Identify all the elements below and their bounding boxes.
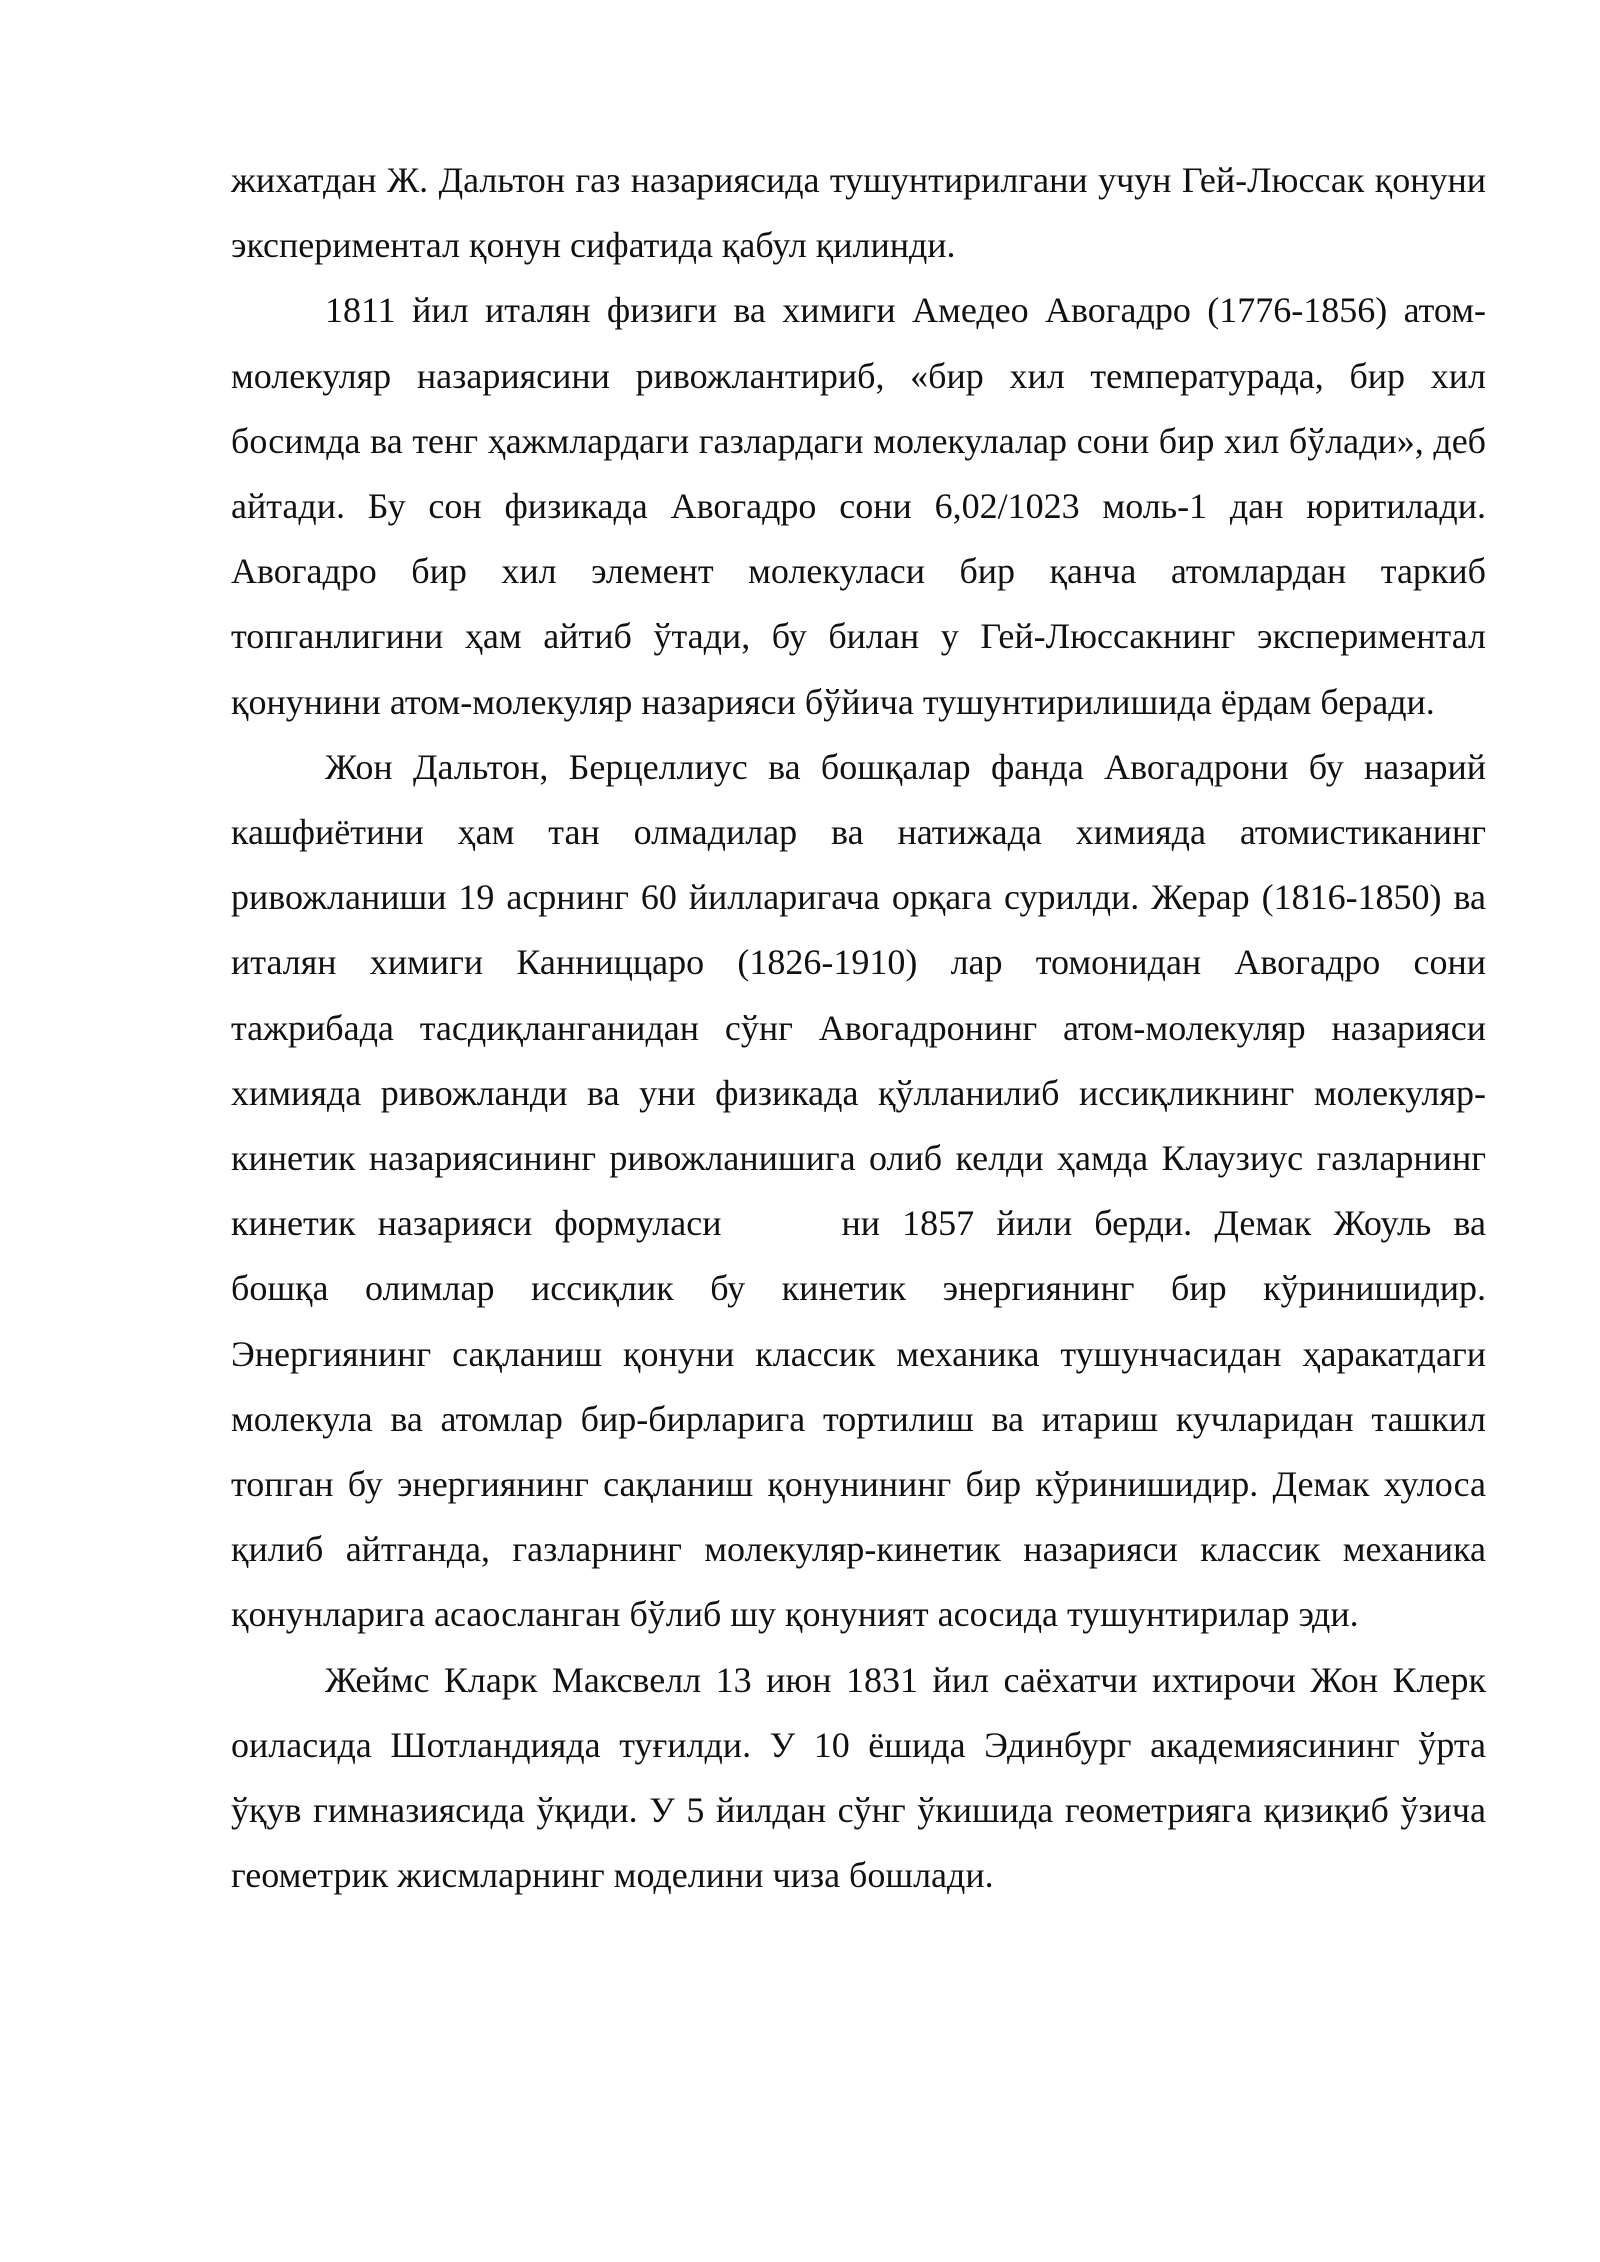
paragraph-1: жихатдан Ж. Дальтон газ назариясида тушунтирилгани учун Гей-Люссак қонуни экспериментал қонун сифатида қабул қилинди. (231, 160, 1486, 266)
paragraph-2: 1811 йил италян физиги ва химиги Амедео Авогадро (1776-1856) атом-молекуляр назариясини ривожлантириб, «бир хил температурада, бир хил босимда ва тенг ҳажмлардаги газлардаги молекулалар сони бир хил бўлади», деб айтади. Бу сон физикада Авогадро сони 6,02/1023 моль-1 дан юритилади. Авогадро бир хил элемент молекуласи бир қанча атомлардан таркиб топганлигини ҳам айтиб ўтади, бу билан у Гей-Люссакнинг экспериментал қонунини атом-молекуляр назарияси бўйича тушунтирилишида ёрдам беради. (231, 290, 1486, 722)
paragraph-3-part-1: Жон Дальтон, Берцеллиус ва бошқалар фанда Авогадрони бу назарий кашфиётини ҳам тан олмадилар ва натижада химияда атомистиканинг ривожланиши 19 асрнинг 60 йилларигача орқага сурилди. Жерар (1816-1850) ва италян химиги Канниццаро (1826-1910) лар томонидан Авогадро сони тажрибада тасдиқланганидан сўнг Авогадронинг атом-молекуляр назарияси химияда ривожланди ва уни физикада қўлланилиб иссиқликнинг молекуляр-кинетик назариясининг ривожланишига олиб келди ҳамда Клаузиус газларнинг кинетик назарияси формуласи (231, 746, 1486, 1244)
paragraph-3 (231, 735, 1486, 1648)
body-text (231, 148, 1486, 1908)
paragraph-4: Жеймс Кларк Максвелл 13 июн 1831 йил саёхатчи ихтирочи Жон Клерк оиласида Шотландияда туғилди. У 10 ёшида Эдинбург академиясининг ўрта ўқув гимназиясида ўқиди. У 5 йилдан сўнг ўкишида геометрияга қизиқиб ўзича геометрик жисмларнинг моделини чиза бошлади. (231, 1659, 1486, 1896)
paragraph-3-part-2: ни 1857 йили берди. Демак Жоуль ва бошқа олимлар иссиқлик бу кинетик энергиянинг бир кўринишидир. Энергиянинг сақланиш қонуни классик механика тушунчасидан ҳаракатдаги молекула ва атомлар бир-бирларига тортилиш ва итариш кучларидан ташкил топган бу энергиянинг сақланиш қонунининг бир кўринишидир. Демак хулоса қилиб айтганда, газларнинг молекуляр-кинетик назарияси классик механика қонунларига асаосланган бўлиб шу қонуният асосида тушунтирилар эди. (231, 1203, 1486, 1635)
